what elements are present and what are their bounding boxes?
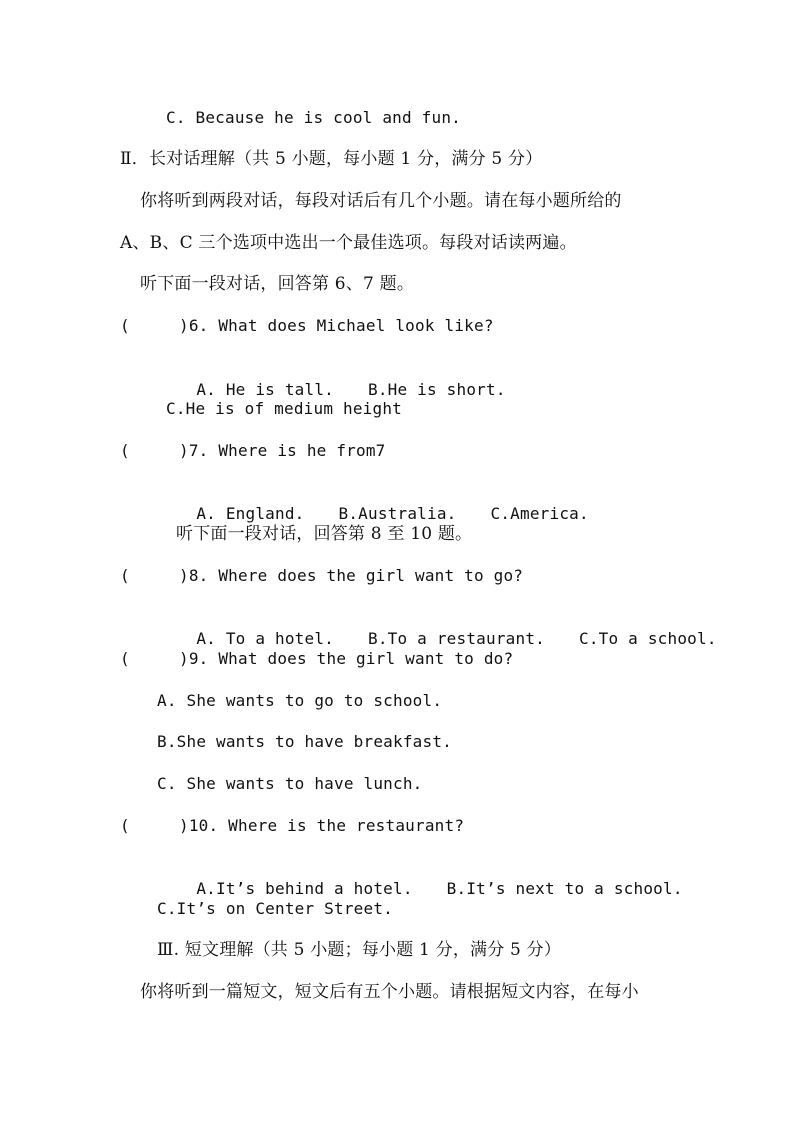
option-c: C.He is of medium height	[166, 399, 402, 418]
option-a: A.It’s behind a hotel.	[196, 879, 413, 898]
option-c: C.America.	[490, 504, 589, 523]
option-b: B.He is short.	[368, 380, 506, 399]
instruction-text: 你将听到两段对话，每段对话后有几个小题。请在每小题所给的	[140, 191, 622, 211]
question-line: ( )10. Where is the restaurant?	[120, 816, 465, 835]
question-line: ( )6. What does Michael look like?	[120, 316, 494, 335]
option-c: C. She wants to have lunch.	[157, 774, 423, 793]
option-line: C. Because he is cool and fun.	[166, 108, 461, 127]
option-a: A. He is tall.	[196, 380, 335, 399]
sub-instruction: 听下面一段对话，回答第 8 至 10 题。	[176, 524, 473, 544]
question-line: ( )7. Where is he from7	[120, 441, 386, 460]
question-line: ( )8. Where does the girl want to go?	[120, 566, 524, 585]
option-b: B.Australia.	[338, 504, 457, 523]
option-c: C.It’s on Center Street.	[157, 899, 393, 918]
option-b: B.To a restaurant.	[368, 629, 546, 648]
instruction-text: A、B、C 三个选项中选出一个最佳选项。每段对话读两遍。	[120, 233, 577, 253]
option-a: A. To a hotel.	[196, 629, 335, 648]
section-heading: Ⅲ. 短文理解（共 5 小题；每小题 1 分，满分 5 分）	[157, 940, 562, 960]
section-heading: Ⅱ．长对话理解（共 5 小题，每小题 1 分，满分 5 分）	[120, 149, 543, 169]
option-b: B.It’s next to a school.	[446, 879, 683, 898]
sub-instruction: 听下面一段对话，回答第 6、7 题。	[140, 274, 415, 294]
instruction-text: 你将听到一篇短文，短文后有五个小题。请根据短文内容，在每小	[140, 982, 639, 1002]
option-b: B.She wants to have breakfast.	[157, 732, 452, 751]
option-a: A. She wants to go to school.	[157, 691, 443, 710]
option-a: A. England.	[196, 504, 305, 523]
question-line: ( )9. What does the girl want to do?	[120, 649, 514, 668]
option-c: C.To a school.	[579, 629, 717, 648]
